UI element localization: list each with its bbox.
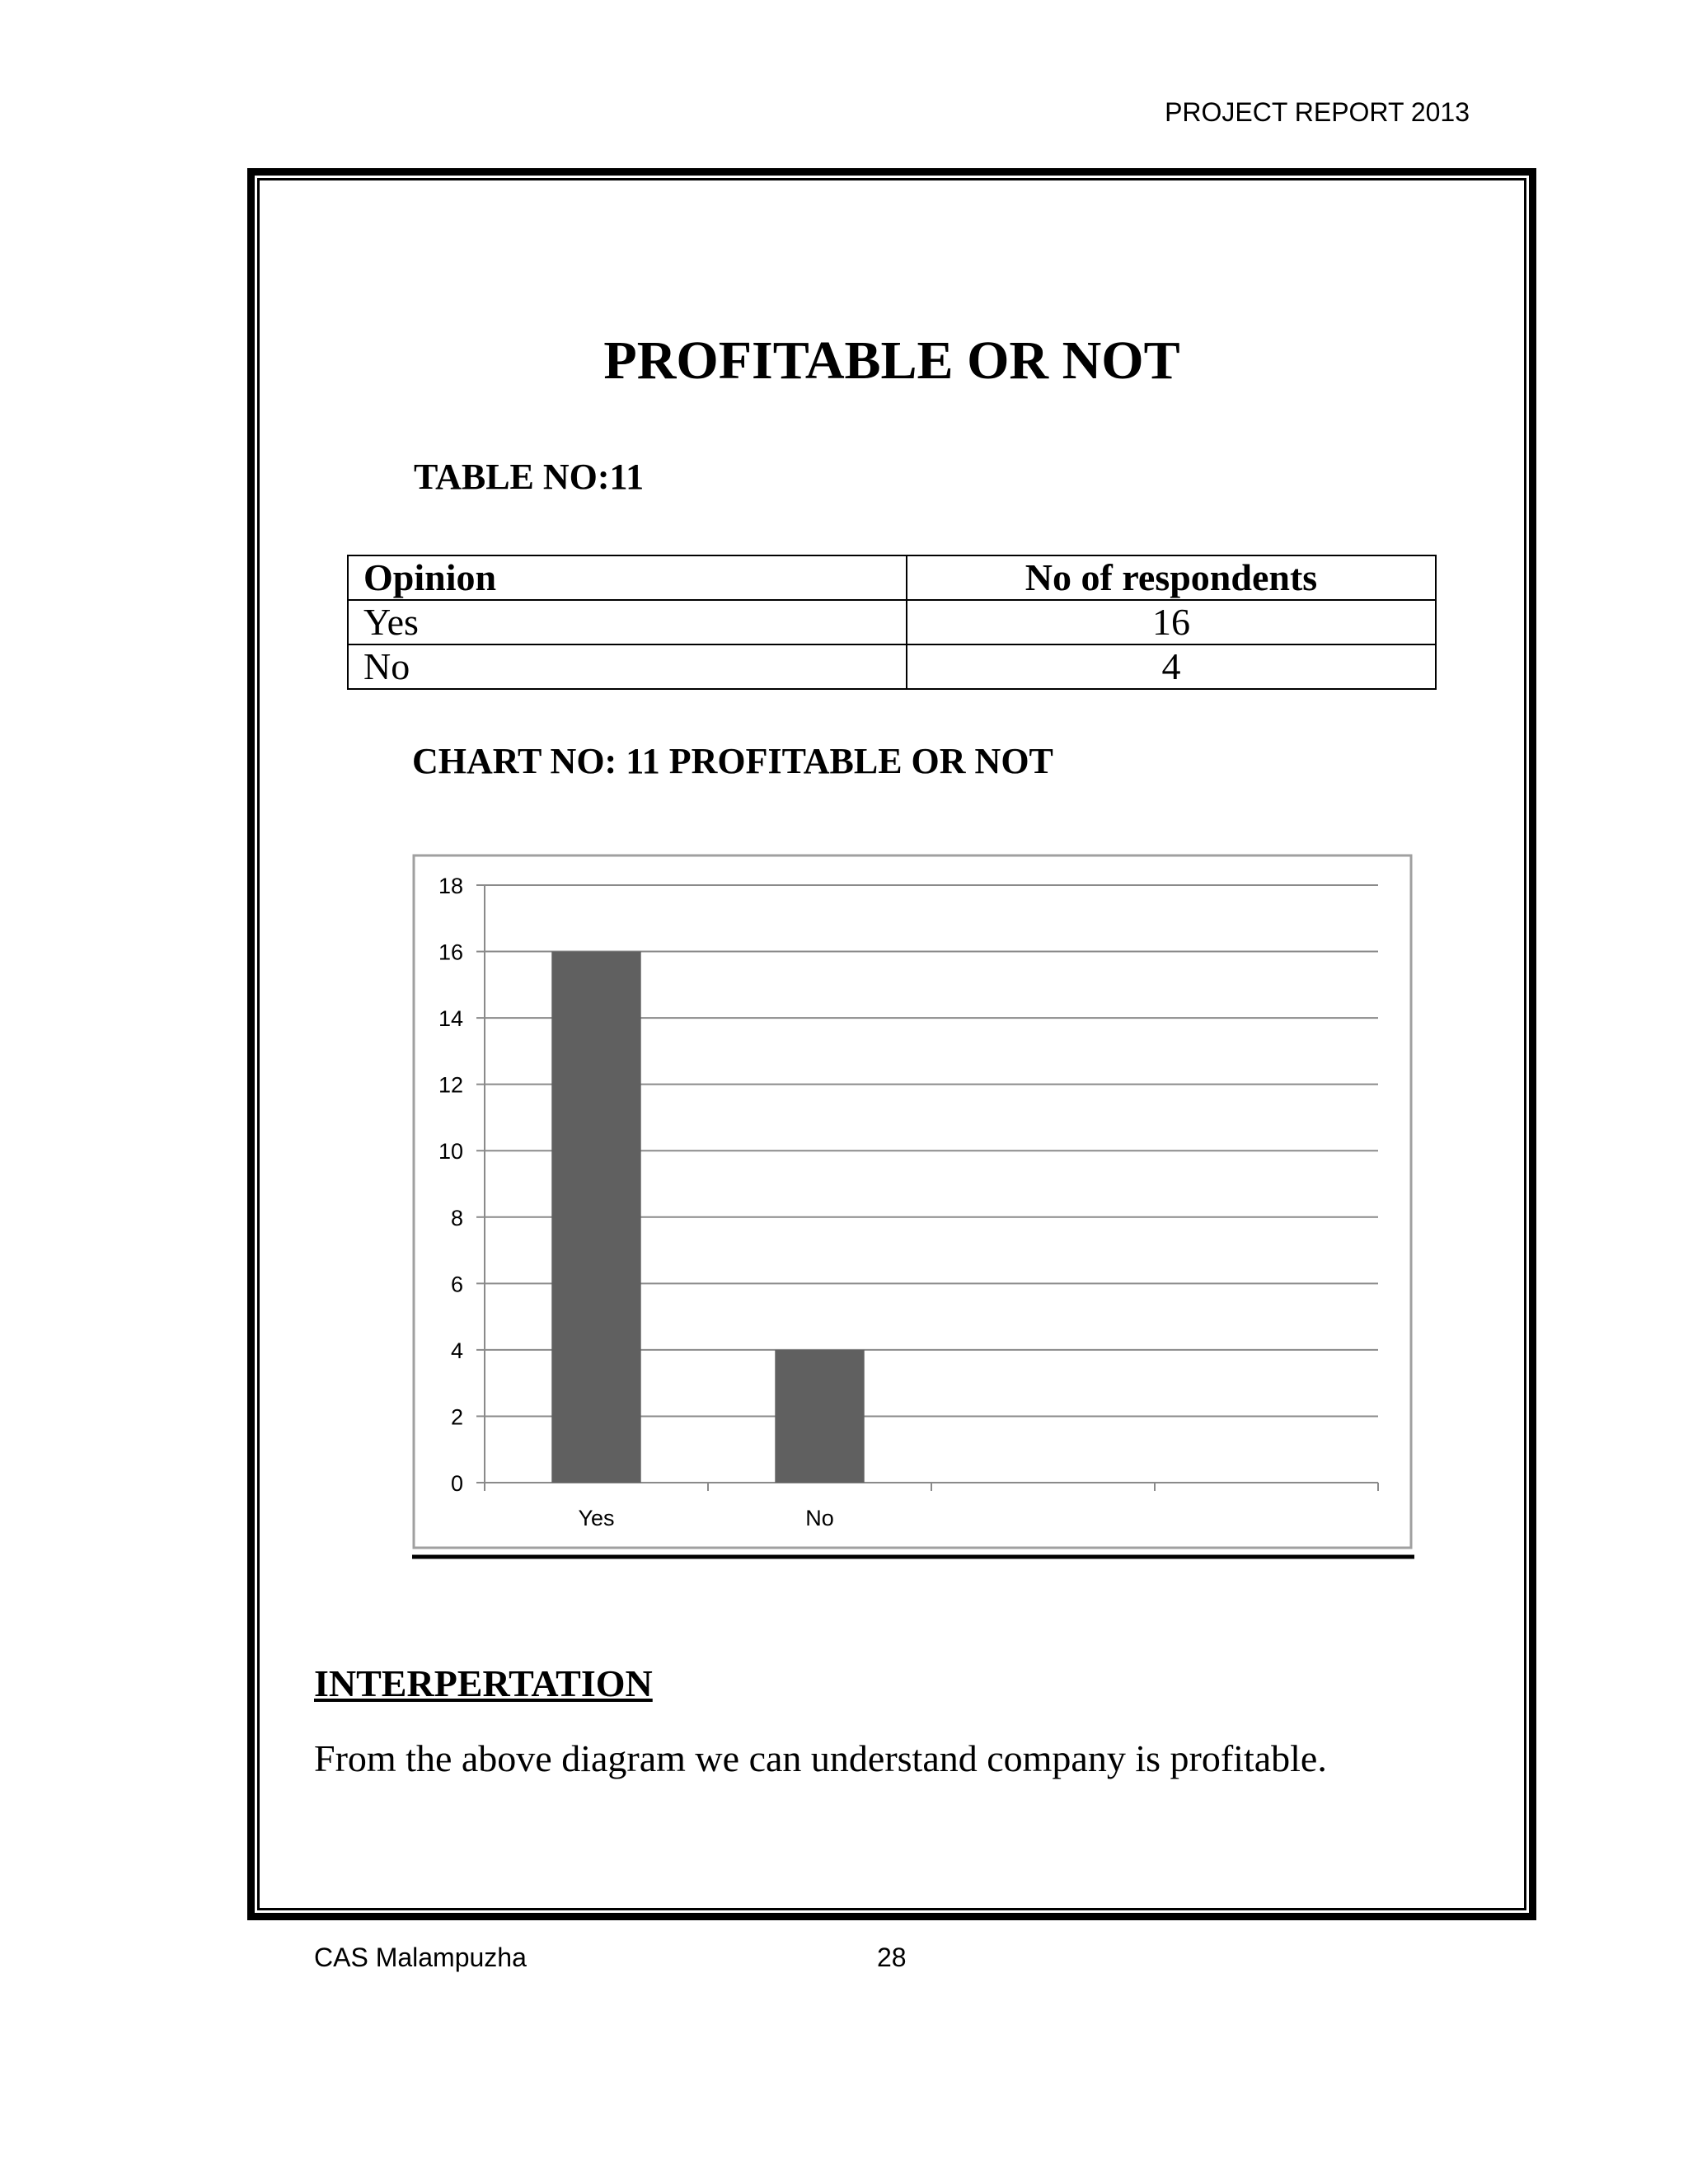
table-caption: TABLE NO:11 — [414, 457, 645, 497]
bar-chart — [412, 854, 1418, 1563]
y-tick-label: 4 — [450, 1338, 463, 1363]
column-header-opinion: Opinion — [348, 555, 907, 600]
page-number: 28 — [877, 1943, 907, 1972]
y-tick-label: 6 — [450, 1272, 463, 1297]
table-row — [348, 644, 1436, 689]
y-tick-label: 18 — [438, 874, 463, 898]
table-cell-opinion: No — [348, 644, 907, 689]
y-tick-label: 16 — [438, 940, 463, 965]
column-header-respondents: No of respondents — [907, 555, 1436, 600]
y-tick-label: 8 — [450, 1205, 463, 1230]
y-tick-label: 10 — [438, 1139, 463, 1165]
interpretation-text: From the above diagram we can understand company is profitable. — [314, 1737, 1327, 1779]
bar-no — [775, 1350, 864, 1483]
table-cell-opinion: Yes — [348, 600, 907, 644]
y-tick-label: 2 — [450, 1404, 463, 1430]
table-cell-count: 4 — [907, 644, 1436, 689]
table-header-row — [348, 555, 1436, 600]
interpretation-heading: INTERPERTATION — [314, 1662, 653, 1704]
respondents-table — [347, 555, 1437, 690]
y-tick-label: 14 — [438, 1006, 463, 1032]
table-cell-count: 16 — [907, 600, 1436, 644]
y-tick-label: 12 — [438, 1072, 463, 1098]
x-tick-label: No — [805, 1506, 834, 1530]
chart-caption: CHART NO: 11 PROFITABLE OR NOT — [412, 741, 1053, 781]
y-tick-label: 0 — [450, 1471, 463, 1496]
bar-chart-container — [412, 854, 1418, 1567]
x-tick-label: Yes — [578, 1506, 615, 1530]
page-title: PROFITABLE OR NOT — [603, 330, 1180, 391]
table-row — [348, 600, 1436, 644]
footer-institution: CAS Malampuzha — [314, 1943, 527, 1972]
running-header: PROJECT REPORT 2013 — [1165, 97, 1470, 127]
bar-yes — [551, 952, 640, 1483]
